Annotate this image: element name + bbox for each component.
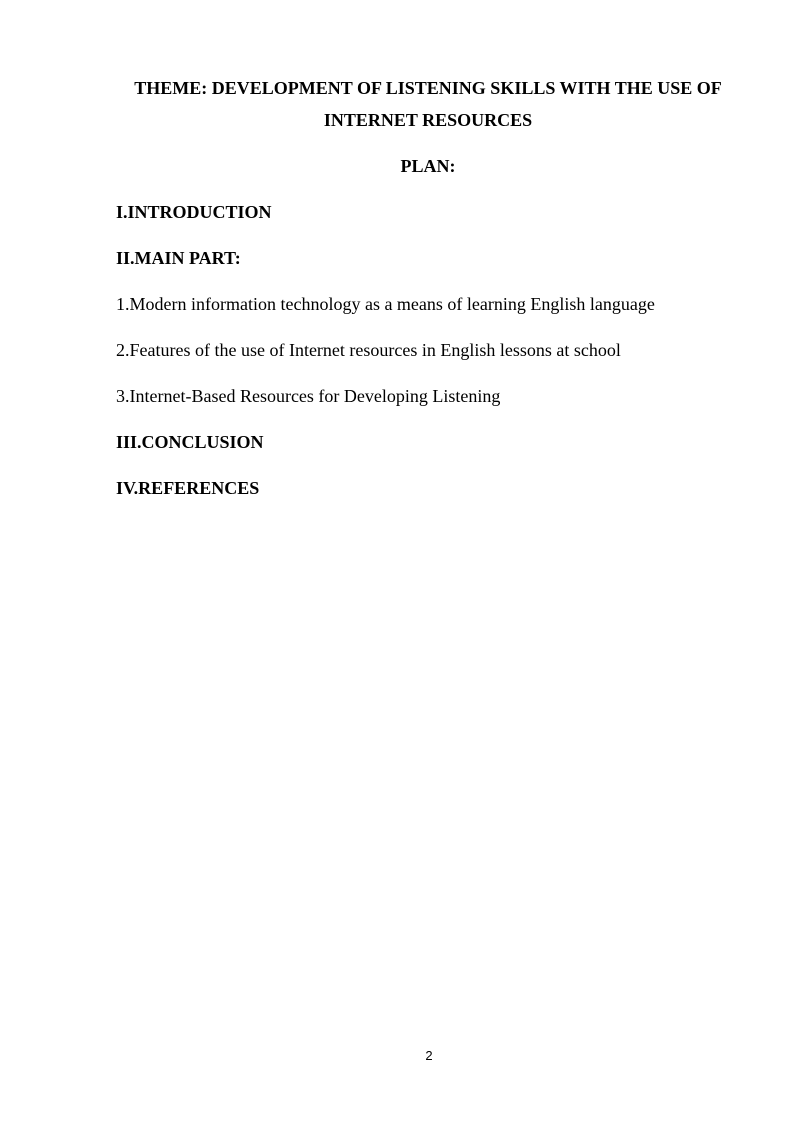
- section-main-part: II.MAIN PART:: [116, 248, 241, 268]
- main-part-item-3: 3.Internet-Based Resources for Developing Listening: [116, 386, 501, 406]
- theme-title-line-1: THEME: DEVELOPMENT OF LISTENING SKILLS WITH THE USE OF: [134, 78, 722, 98]
- section-references: IV.REFERENCES: [116, 478, 260, 498]
- page-number: 2: [425, 1048, 433, 1063]
- theme-title-line-2: INTERNET RESOURCES: [323, 110, 533, 130]
- main-part-item-2: 2.Features of the use of Internet resources in English lessons at school: [116, 340, 621, 360]
- section-introduction: I.INTRODUCTION: [116, 202, 272, 222]
- plan-heading: PLAN:: [400, 156, 456, 176]
- main-part-item-1: 1.Modern information technology as a means of learning English language: [116, 294, 655, 314]
- section-conclusion: III.CONCLUSION: [116, 432, 264, 452]
